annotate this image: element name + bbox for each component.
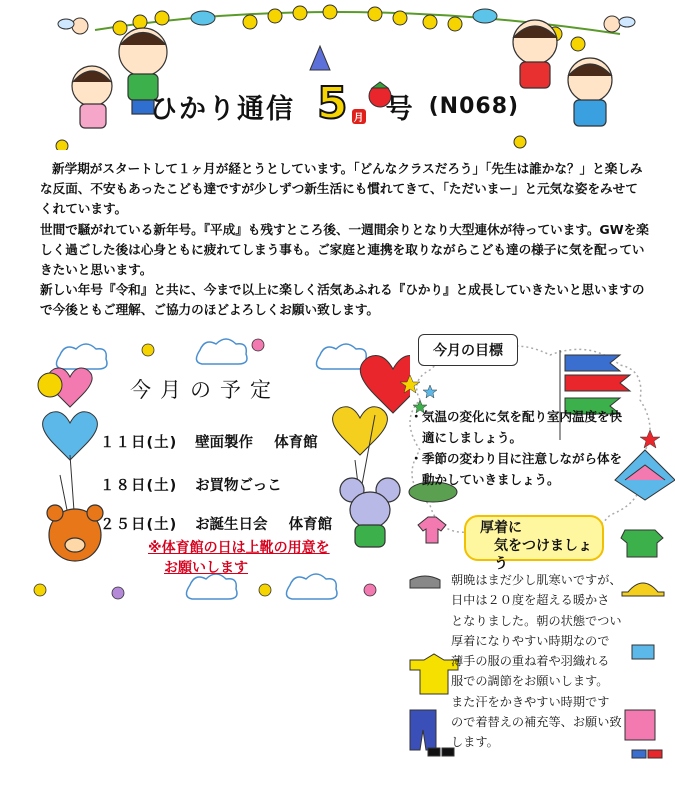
goals-label: 今月の目標	[418, 334, 518, 366]
balloon-icon	[38, 368, 97, 525]
schedule-row	[100, 431, 318, 452]
clothing-line: となりました。朝の状態でつい	[451, 613, 622, 628]
clothing-line: 服での調節をお願いします。	[451, 674, 609, 689]
child-left2-icon	[72, 66, 112, 128]
clothing-heading	[464, 515, 604, 572]
goal-item	[410, 406, 625, 448]
mouse-icon	[340, 478, 400, 547]
schedule-event: 壁面製作	[195, 435, 254, 451]
newsletter-title-row	[150, 78, 520, 129]
fairy-icon	[58, 18, 88, 34]
issue-number: (N068)	[428, 93, 520, 119]
clothing-line: ので着替えの補充等、お願い致	[451, 715, 622, 730]
clothing-line: 日中は２０度を超える暖かさ	[451, 593, 610, 608]
schedule-date: １８日(土)	[100, 478, 178, 494]
bear-icon	[47, 505, 103, 561]
clothing-text	[451, 570, 636, 753]
schedule-place: 体育館	[288, 517, 333, 533]
clothing-line: します。	[451, 735, 499, 750]
schedule-note	[148, 538, 330, 578]
clothing-heading-line: 気をつけましょう	[494, 538, 592, 572]
intro-paragraph: 新学期がスタートして１ヶ月が経とうとしています。「どんなクラスだろう」「先生は誰かな？」と楽しみな反面、不安もあったこども達ですが少しずつ新生活にも慣れてきて、「ただいまー」と元気な姿をみせてくれています。	[40, 161, 643, 217]
schedule-date: １１日(土)	[100, 435, 178, 451]
balloon-icon	[333, 356, 410, 501]
newsletter-title: ひかり通信	[150, 93, 295, 125]
month-number: 5	[317, 78, 348, 129]
child-right-icon	[513, 20, 557, 88]
issue-label: 号	[385, 93, 415, 125]
clothing-line: 厚着になりやすい時期なので	[451, 633, 610, 648]
clothing-line: また汗をかきやすい時期です	[451, 694, 610, 709]
clothing-heading-line: 厚着に	[480, 520, 522, 536]
fairy-icon	[604, 16, 635, 32]
clothing-line: 薄手の服の重ね着や羽織れる	[451, 654, 610, 669]
goal-item	[410, 448, 625, 490]
schedule-event: お誕生日会	[195, 517, 268, 533]
intro-paragraph: 世間で騒がれている新年号。『平成』も残すところ後、一週間余りとなり大型連休が待っています。GWを楽しく過ごした後は心身ともに疲れてしまう事も。ご家庭と連携を取りながらこども達の様子に気を配っていきたいと思います。	[40, 221, 649, 278]
goals-list	[410, 406, 625, 490]
schedule-title: 今月の予定	[130, 378, 280, 402]
schedule-row	[100, 513, 332, 534]
clothing-line: 朝晩はまだ少し肌寒いですが、	[451, 573, 622, 587]
goal-bullet: ・	[410, 409, 423, 424]
schedule-date: ２５日(土)	[100, 517, 178, 533]
goal-text: 季節の変わり目に注意しながら体を動かしていきましょう。	[422, 451, 623, 487]
intro-text	[40, 159, 650, 321]
schedule-row	[100, 474, 298, 495]
note-line: ※体育館の日は上靴の用意を	[148, 540, 330, 556]
goal-text: 気温の変化に気を配り室内温度を快適にしましょう。	[422, 409, 623, 445]
note-line: お願いします	[164, 560, 248, 576]
goal-bullet: ・	[410, 451, 423, 466]
flower-icon	[56, 136, 526, 150]
child-right2-icon	[568, 58, 612, 126]
month-suffix: 月	[352, 109, 366, 124]
intro-paragraph: 新しい年号『令和』と共に、今まで以上に楽しく活気あふれる『ひかり』と成長していきたいと思いますので今後ともご理解、ご協力のほどよろしくお願い致します。	[40, 282, 645, 318]
schedule-event: お買物ごっこ	[195, 478, 282, 494]
schedule-place: 体育館	[274, 435, 318, 451]
